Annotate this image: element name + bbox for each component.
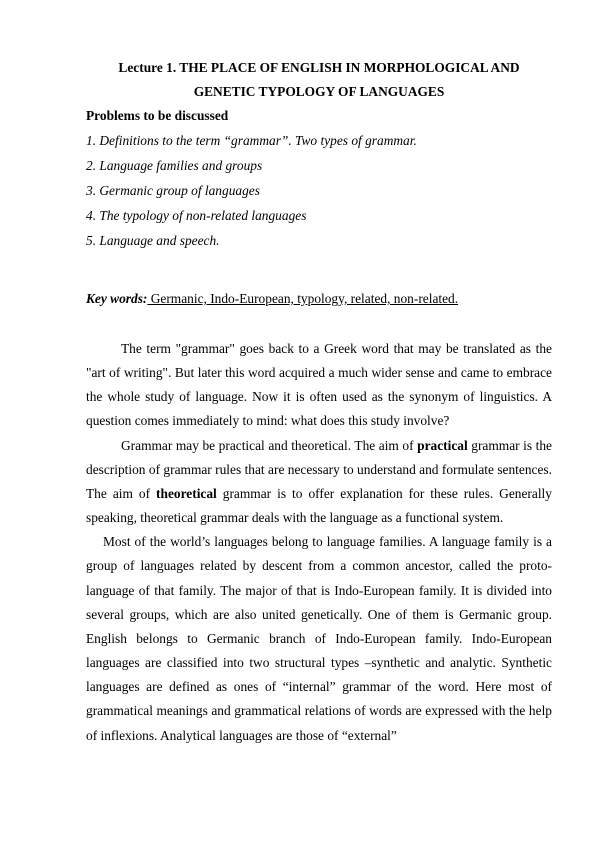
paragraph-grammar-term: The term "grammar" goes back to a Greek word that may be translated as the "art of writing". But later this word acquired a much wider sense and came to embrace the whole study of language. Now it is often used as the synonym of linguistics. A question comes immediately to mind: what does this study involve? [86, 341, 552, 429]
paragraph-grammar-types [86, 434, 552, 531]
paragraph-text: Grammar may be practical and theoretical. The aim of [121, 437, 418, 453]
problems-heading: Problems to be discussed [86, 108, 229, 123]
paragraph-text: grammar is the description of grammar rules that are necessary to understand and formulate sentences. The aim of [86, 437, 553, 501]
paragraph-language-families: Most of the world’s languages belong to language families. A language family is a group of languages related by descent from a common ancestor, called the proto-language of that family. The major of that is Indo-European family. It is divided into several groups, which are also united genetically. One of them is Germanic group. English belongs to Germanic branch of Indo-European family. Indo-European languages are classified into two structural types –synthetic and analytic. Synthetic languages are defined as ones of “internal” grammar of the word. Here most of grammatical meanings and grammatical relations of words are expressed with the help of inflexions. Analytical languages are those of “external” [86, 534, 552, 743]
body-text [86, 337, 552, 748]
keywords-line [86, 288, 458, 310]
problems-list [86, 128, 417, 253]
keywords-label: Key words: [86, 291, 148, 306]
page-title-line-1: Lecture 1. THE PLACE OF ENGLISH IN MORPHOLOGICAL AND [118, 60, 520, 75]
paragraph-text: grammar is to offer explanation for these rules. Generally speaking, theoretical grammar deals with the language as a functional system. [86, 485, 552, 526]
problem-item-3: 3. Germanic group of languages [86, 183, 260, 198]
practical-term: practical [417, 437, 468, 453]
problem-item-4: 4. The typology of non-related languages [86, 208, 307, 223]
keywords-value: Germanic, Indo-European, typology, related, non-related. [147, 291, 459, 306]
problem-item-1: 1. Definitions to the term “grammar”. Two types of grammar. [86, 133, 417, 148]
page-title-line-2: GENETIC TYPOLOGY OF LANGUAGES [193, 84, 445, 99]
problem-item-2: 2. Language families and groups [86, 158, 263, 173]
theoretical-term: theoretical [156, 485, 217, 501]
problem-item-5: 5. Language and speech. [86, 233, 220, 248]
